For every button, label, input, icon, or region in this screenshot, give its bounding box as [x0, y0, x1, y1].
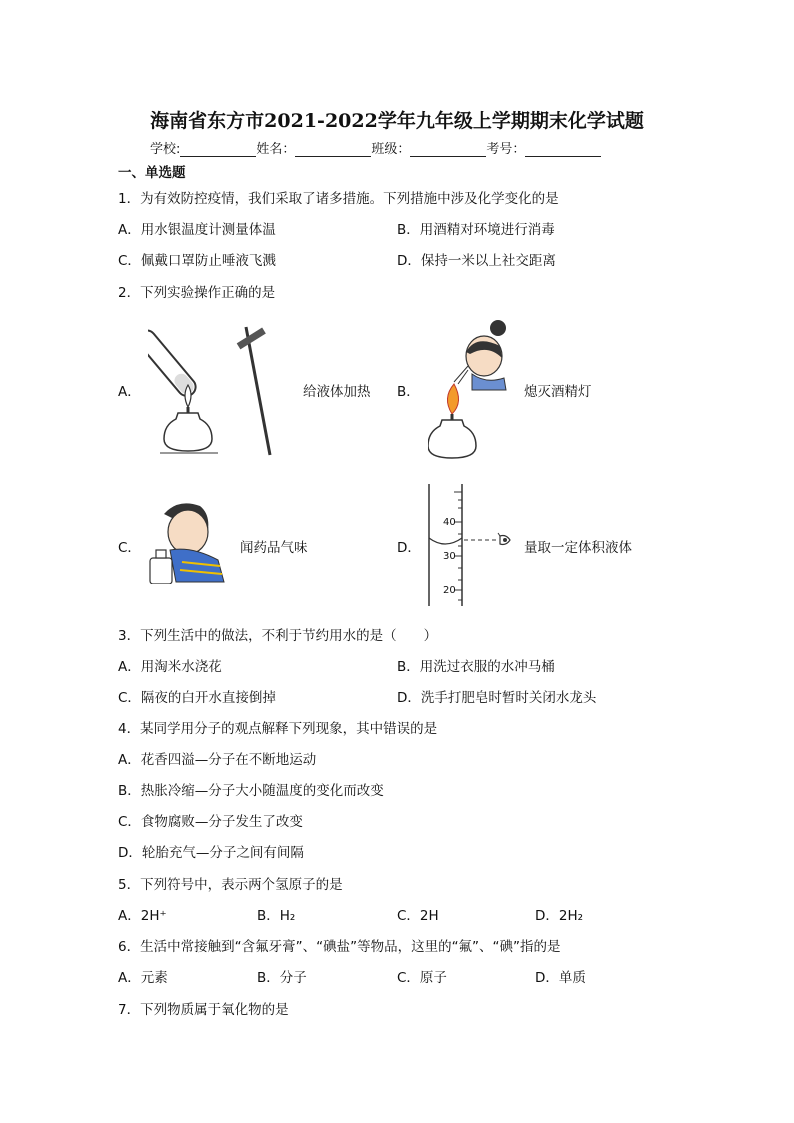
question-3-stem: 3．下列生活中的做法，不利于节约用水的是（ ）: [118, 628, 438, 644]
q3-option-d[interactable]: D．洗手打肥皂时暂时关闭水龙头: [397, 690, 597, 706]
question-6-stem: 6．生活中常接触到“含氟牙膏”、“碘盐”等物品，这里的“氟”、“碘”指的是: [118, 939, 561, 955]
q3-option-c[interactable]: C．隔夜的白开水直接倒掉: [118, 690, 276, 706]
student-info-line: [150, 138, 601, 157]
q2-caption-a: 给液体加热: [303, 384, 371, 400]
q6-option-a[interactable]: A．元素: [118, 970, 168, 986]
school-label: 学校:: [150, 142, 181, 157]
q6-option-b[interactable]: B．分子: [257, 970, 307, 986]
smelling-chemical-illustration: [148, 500, 228, 584]
q4-option-b[interactable]: B．热胀冷缩—分子大小随温度的变化而改变: [118, 783, 384, 799]
q3-option-a[interactable]: A．用淘米水浇花: [118, 659, 222, 675]
question-1-stem: 1．为有效防控疫情，我们采取了诸多措施。下列措施中涉及化学变化的是: [118, 191, 559, 207]
q1-option-c[interactable]: C．佩戴口罩防止唾液飞溅: [118, 253, 276, 269]
q4-option-a[interactable]: A．花香四溢—分子在不断地运动: [118, 752, 317, 768]
q6-option-d[interactable]: D．单质: [535, 970, 586, 986]
q2-caption-c: 闻药品气味: [240, 540, 308, 556]
question-7-stem: 7．下列物质属于氧化物的是: [118, 1002, 289, 1018]
q2-option-d[interactable]: D．: [397, 540, 421, 556]
q2-option-b[interactable]: B．: [397, 384, 420, 400]
question-4-stem: 4．某同学用分子的观点解释下列现象，其中错误的是: [118, 721, 438, 737]
q1-option-a[interactable]: A．用水银温度计测量体温: [118, 222, 276, 238]
q4-option-d[interactable]: D．轮胎充气—分子之间有间隔: [118, 845, 304, 861]
q5-option-d[interactable]: D．2H₂: [535, 908, 584, 924]
cylinder-tick-30: 30: [443, 551, 456, 562]
question-5-stem: 5．下列符号中，表示两个氢原子的是: [118, 877, 343, 893]
q1-option-b[interactable]: B．用酒精对环境进行消毒: [397, 222, 555, 238]
q2-caption-b: 熄灭酒精灯: [524, 384, 592, 400]
heating-liquid-illustration: [148, 315, 298, 460]
question-2-stem: 2．下列实验操作正确的是: [118, 285, 276, 301]
section-heading: 一、单选题: [118, 165, 186, 181]
q2-option-c[interactable]: C．: [118, 540, 141, 556]
class-label: 班级：: [371, 142, 411, 157]
number-blank[interactable]: [525, 142, 601, 157]
q4-option-c[interactable]: C．食物腐败—分子发生了改变: [118, 814, 303, 830]
q2-caption-d: 量取一定体积液体: [524, 540, 632, 556]
graduated-cylinder-illustration: [420, 484, 520, 608]
q5-option-b[interactable]: B．H₂: [257, 908, 296, 924]
page-title: 海南省东方市2021-2022学年九年级上学期期末化学试题: [150, 110, 644, 132]
q5-option-a[interactable]: A．2H⁺: [118, 908, 167, 924]
name-label: 姓名：: [256, 142, 296, 157]
name-blank[interactable]: [295, 142, 371, 157]
cylinder-tick-40: 40: [443, 517, 456, 528]
q2-option-a[interactable]: A．: [118, 384, 141, 400]
q3-option-b[interactable]: B．用洗过衣服的水冲马桶: [397, 659, 555, 675]
cylinder-tick-20: 20: [443, 585, 456, 596]
number-label: 考号：: [486, 142, 526, 157]
q6-option-c[interactable]: C．原子: [397, 970, 447, 986]
blowing-out-lamp-illustration: [428, 318, 520, 460]
q1-option-d[interactable]: D．保持一米以上社交距离: [397, 253, 556, 269]
school-blank[interactable]: [180, 142, 256, 157]
q5-option-c[interactable]: C．2H: [397, 908, 439, 924]
class-blank[interactable]: [410, 142, 486, 157]
